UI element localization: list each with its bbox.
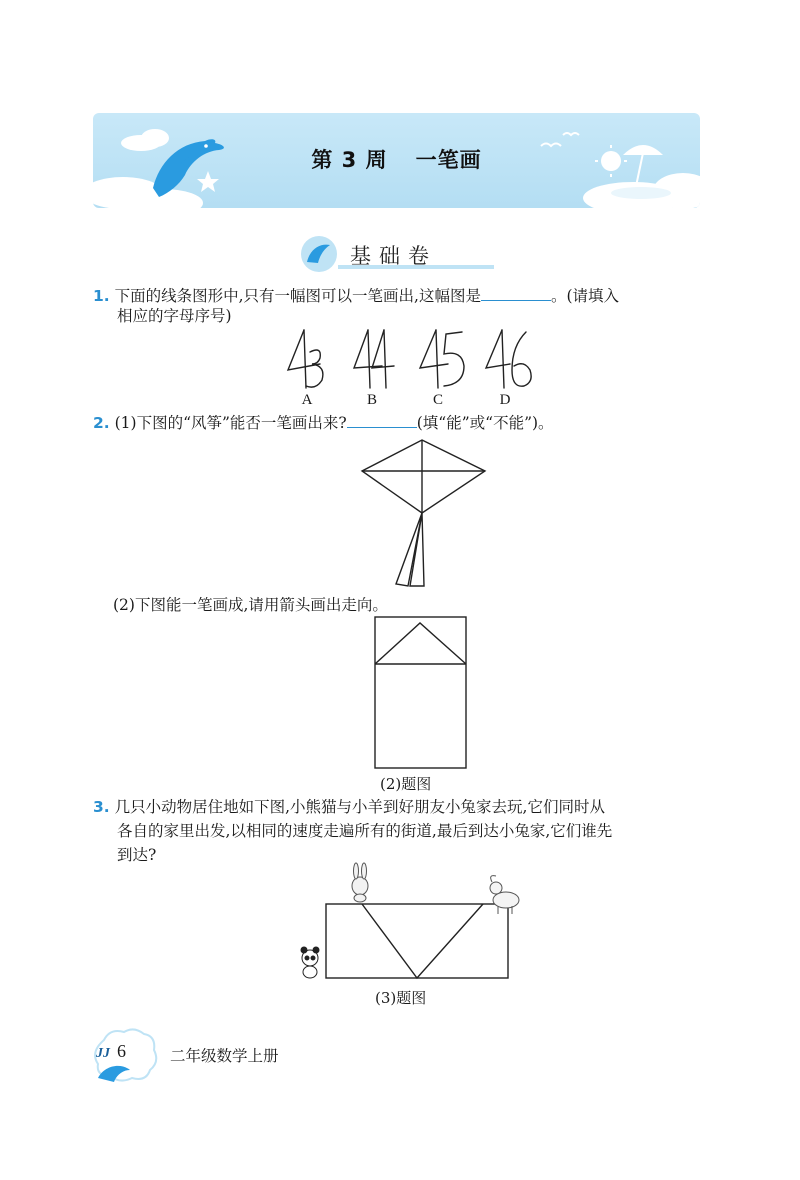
q3-line2: 各自的家里出发,以相同的速度走遍所有的街道,最后到达小兔家,它们谁先 bbox=[117, 822, 613, 840]
q3-text-1: 几只小动物居住地如下图,小熊猫与小羊到好朋友小兔家去玩,它们同时从 bbox=[114, 798, 605, 816]
q2-text-a: (1)下图的“风筝”能否一笔画出来? bbox=[114, 414, 347, 432]
q2-answer-blank[interactable] bbox=[347, 411, 417, 428]
q1-letter-b: B bbox=[366, 392, 377, 408]
q1-letter-a: A bbox=[301, 392, 313, 408]
header-banner bbox=[93, 113, 700, 208]
figure-a bbox=[288, 330, 323, 388]
q2-number: 2. bbox=[93, 414, 110, 432]
q1-line2: 相应的字母序号) bbox=[117, 307, 232, 325]
q1-answer-blank[interactable] bbox=[481, 284, 551, 301]
page-title bbox=[93, 113, 700, 208]
figure-c bbox=[420, 330, 464, 388]
q3-number: 3. bbox=[93, 798, 110, 816]
q1-text-b: 。(请填入 bbox=[550, 287, 620, 305]
book-title: 二年级数学上册 bbox=[170, 1047, 279, 1065]
week-label: 第 3 周 bbox=[311, 148, 388, 172]
figure-d bbox=[486, 330, 531, 388]
goat-icon bbox=[490, 876, 519, 914]
panda-icon bbox=[301, 947, 319, 978]
q2-part2: (2)下图能一笔画成,请用箭头画出走向。 bbox=[113, 596, 388, 614]
q2-line1 bbox=[93, 411, 554, 435]
house-figure bbox=[374, 616, 468, 770]
kite-figure bbox=[360, 438, 488, 590]
q1-letter-d: D bbox=[499, 392, 511, 408]
street-map-figure bbox=[296, 862, 528, 984]
q1-number: 1. bbox=[93, 287, 110, 305]
q2-text-b: (填“能”或“不能”)。 bbox=[416, 414, 554, 432]
rabbit-icon bbox=[352, 863, 368, 902]
topic-label: 一笔画 bbox=[415, 148, 482, 172]
series-code: JJ bbox=[96, 1046, 110, 1061]
section-title: 基础卷 bbox=[350, 244, 437, 268]
q1-letter-c: C bbox=[432, 392, 443, 408]
q3-figure-caption: (3)题图 bbox=[375, 989, 427, 1007]
q2-figure-caption: (2)题图 bbox=[380, 775, 432, 793]
page-number: 6 bbox=[117, 1041, 126, 1061]
q1-text-a: 下面的线条图形中,只有一幅图可以一笔画出,这幅图是 bbox=[114, 287, 481, 305]
q3-line3: 到达? bbox=[117, 846, 157, 864]
figure-b bbox=[354, 330, 394, 388]
q3-line1 bbox=[93, 796, 605, 819]
q1-figures bbox=[280, 326, 540, 392]
